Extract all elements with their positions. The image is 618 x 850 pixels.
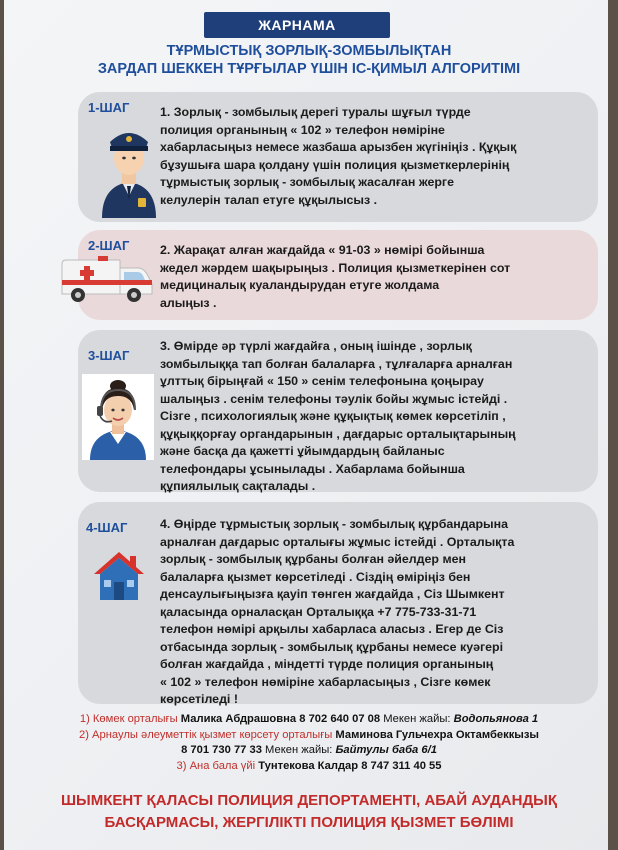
contact-1 — [14, 712, 604, 728]
step-1-line: тұрмыстық зорлық - зомбылық жасалған жерге — [160, 175, 454, 189]
contact-phone: 8 747 311 40 55 — [361, 759, 442, 772]
ambulance-icon — [58, 254, 156, 304]
step-1-line: бұзушыға шара қолдану үшін полиция қызметкерлерінің — [160, 157, 510, 172]
step-3-line: құқыққорғау органдарынын , дағдарыс орталықтарының — [160, 426, 516, 441]
step-4-line: балаларға қызмет көрсетіледі . Сіздің өміріңіз бен — [160, 569, 471, 584]
contact-address: Байтулы баба 6/1 — [335, 744, 437, 756]
step-2-line: 2. Жарақат алған жағдайда « 91-03 » нөмірі бойынша — [160, 243, 485, 257]
leaflet-sheet — [4, 0, 608, 850]
page-title — [44, 42, 574, 78]
contact-3 — [14, 759, 604, 775]
contact-2 — [14, 728, 604, 744]
step-1-label: 1-ШАГ — [88, 100, 130, 115]
step-4-line: « 102 » телефон нөміріне хабарласыңыз , Сізге көмек — [160, 674, 491, 689]
step-4-line: болған жағдайда , міндетті түрде полиция органының — [160, 657, 494, 671]
contact-address: Водопьянова 1 — [453, 713, 539, 725]
contact-2-details — [14, 743, 604, 759]
step-3-text — [160, 338, 592, 496]
step-4-line: арналған дағдарыс орталығы жұмыс істейді . Орталықта — [160, 534, 515, 549]
step-3-line: ұлттық бірыңғай « 150 » сенім телефонына қоңырау — [160, 374, 484, 388]
step-4-line: отбасында зорлық - зомбылық құрбаны немесе куәгері — [160, 639, 504, 654]
step-3-line: және басқа да қажетті ұйымдардың байланыс — [160, 444, 445, 458]
advertisement-badge: ЖАРНАМА — [204, 12, 390, 38]
step-1-line: 1. Зорлық - зомбылық дерегі туралы шұғыл түрде — [160, 105, 471, 119]
step-2-line: медициналық куаландырудан етуге жолдама — [160, 278, 440, 292]
contact-phone: 8 701 730 77 33 — [181, 744, 262, 756]
step-3-line: 3. Өмірде әр түрлі жағдайға , оның ішінде , зорлық — [160, 339, 472, 353]
step-3-line: телефондары ұсынылады . Хабарлама бойынша — [160, 461, 465, 476]
step-4-line: денсаулығыңызға қауіп төнген жағдайда , Сіз Шымкент — [160, 587, 505, 601]
step-1-line: хабарласыңыз немесе жазбаша арызбен жүгініңіз . Құқық — [160, 140, 517, 154]
contact-address-label: Мекен жайы: — [265, 744, 333, 756]
contact-org: 1) Көмек орталығы — [79, 713, 178, 725]
step-1-line: келулерін талап етуге құқылысыз . — [160, 192, 378, 207]
police-officer-icon — [98, 120, 160, 218]
step-2-label: 2-ШАГ — [88, 238, 130, 253]
contact-phone: 8 702 640 07 08 — [299, 713, 381, 725]
step-4-line: көрсетіледі ! — [160, 692, 238, 706]
step-4-line: телефон нөмірі арқылы хабарласа аласыз . Егер де Сіз — [160, 622, 504, 636]
house-icon — [92, 548, 146, 602]
step-4-line: қаласында орналасқан Орталыққа +7 775-733-31-71 — [160, 604, 477, 619]
contact-org: 3) Ана бала үйі — [176, 759, 256, 772]
contact-address-label: Мекен жайы: — [383, 713, 451, 725]
title-line-2: ЗАРДАП ШЕККЕН ТҰРҒЫЛАР ҮШІН ІС-ҚИМЫЛ АЛГОРИТІМІ — [97, 61, 521, 77]
contact-person: Малика Абдрашовна — [180, 713, 297, 725]
step-4-line: 4. Өңірде тұрмыстық зорлық - зомбылық құрбандарына — [160, 517, 509, 531]
title-line-1: ТҰРМЫСТЫҚ ЗОРЛЫҚ-ЗОМБЫЛЫҚТАН — [166, 43, 452, 59]
step-3-label: 3-ШАГ — [88, 348, 130, 363]
step-3-line: шалыңыз . сенім телефоны тәулік бойы жұмыс істейді . — [160, 391, 508, 406]
step-1-text — [160, 104, 592, 209]
step-1-line: полиция органының « 102 » телефон нөміріне — [160, 122, 445, 137]
step-2-line: алыңыз . — [160, 295, 217, 310]
call-center-operator-icon — [82, 374, 154, 460]
contact-org: 2) Арнаулы әлеуметтік қызмет көрсету орталығы — [79, 728, 333, 741]
footer-line-1: ШЫМКЕНТ ҚАЛАСЫ ПОЛИЦИЯ ДЕПОРТАМЕНТІ, АБАЙ АУДАНДЫҚ — [60, 792, 557, 809]
contact-person: Тунтекова Калдар — [258, 759, 359, 772]
footer-line-2: БАСҚАРМАСЫ, ЖЕРГІЛІКТІ ПОЛИЦИЯ ҚЫЗМЕТ БӨЛІМІ — [104, 814, 514, 831]
step-3-line: құпиялылық сақталады . — [160, 479, 316, 493]
step-3-line: зомбылыққа тап болған балаларға , тұлғаларға арналған — [160, 356, 513, 371]
step-2-text — [160, 242, 592, 312]
contact-person: Маминова Гульчехра Октамбеккызы — [335, 728, 539, 741]
step-4-text — [160, 516, 592, 709]
footer-organization — [24, 790, 594, 834]
contacts-block — [14, 712, 604, 774]
step-2-line: жедел жәрдем шақырыңыз . Полиция қызметкерінен сот — [160, 260, 511, 275]
step-3-line: Сізге , психологиялық және құқықтық көмек көрсетіліп , — [160, 409, 506, 423]
step-4-label: 4-ШАГ — [86, 520, 128, 535]
step-4-line: зорлық - зомбылық құрбаны болған әйелдер мен — [160, 552, 466, 566]
